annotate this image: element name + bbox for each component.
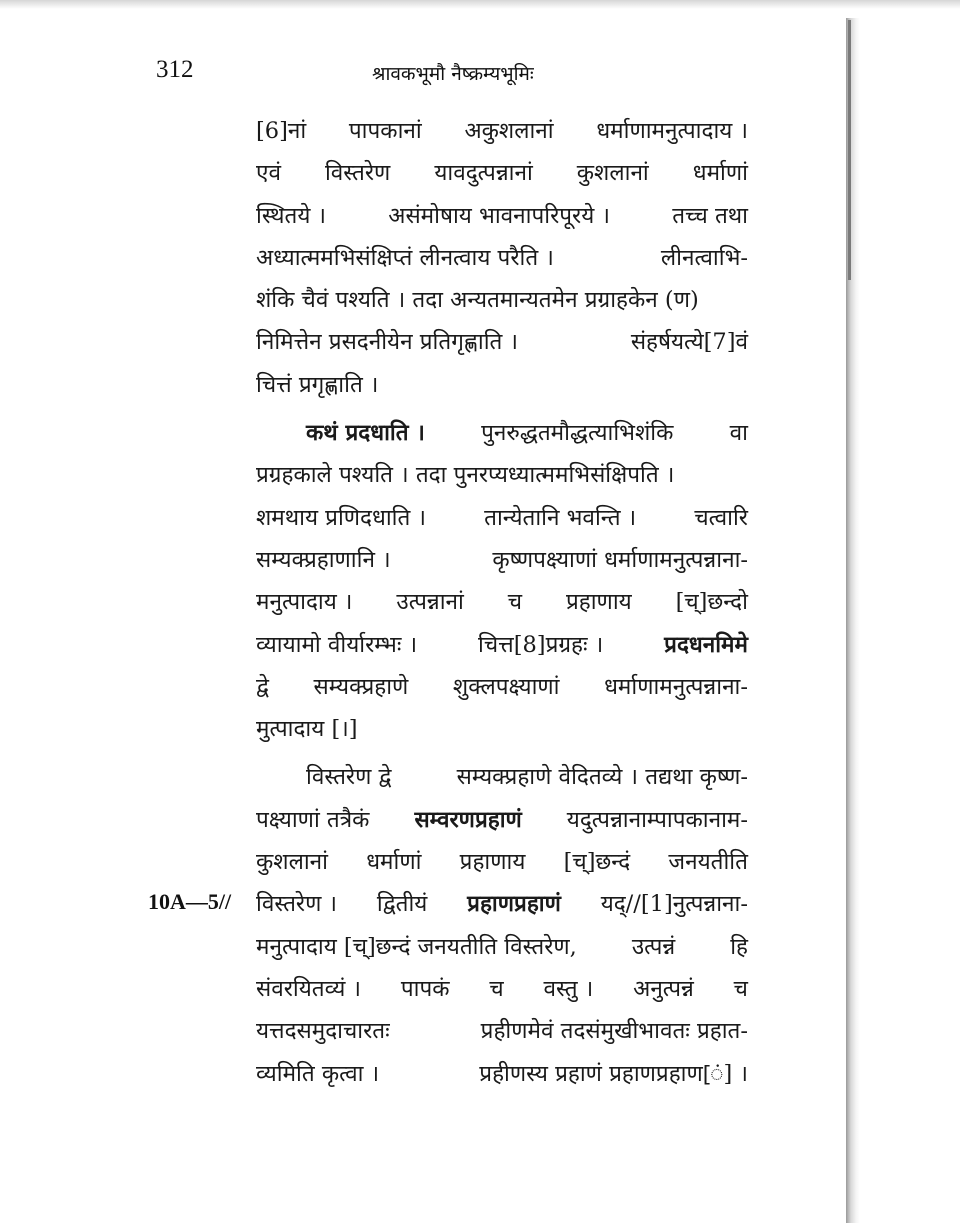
word-group: जनयतीति	[668, 849, 748, 876]
word-group: पापकं	[400, 975, 450, 1002]
word-group: यत्तदसमुदाचारतः	[256, 1018, 390, 1045]
scan-top-shadow	[0, 0, 960, 9]
word-group: च	[733, 975, 748, 1002]
word-group: वा	[729, 420, 748, 447]
word-group: धर्माणामनुत्पन्नाना-	[604, 673, 748, 700]
word-group: अनुत्पन्नं	[633, 975, 694, 1002]
word-group: उत्पन्नं	[631, 933, 676, 960]
text-line	[256, 968, 748, 1010]
page-body	[256, 110, 748, 1095]
text-line	[256, 666, 748, 708]
word-group: द्वितीयं	[376, 891, 428, 918]
text-line	[256, 1053, 748, 1095]
word-group: एवं	[256, 160, 281, 187]
margin-reference: 10A—5//	[148, 889, 232, 915]
text-line	[256, 708, 748, 750]
word-group: प्रग्रहकाले पश्यति । तदा पुनरप्यध्यात्ममभिसंक्षिपति ।	[256, 462, 675, 489]
text-line	[256, 539, 748, 581]
word-group: [6]नां	[256, 118, 307, 144]
word-group: कुशलानां	[576, 160, 649, 187]
word-group: स्थितये ।	[256, 202, 327, 229]
text-line	[256, 412, 748, 454]
text-line	[256, 756, 748, 798]
bold-term: प्रदधनमिमे	[664, 631, 748, 658]
word-group: कुशलानां	[256, 849, 328, 876]
word-group: मनुत्पादाय ।	[256, 589, 353, 616]
paragraph	[256, 756, 748, 1094]
word-group: संहर्षयत्ये[7]वं	[630, 329, 748, 356]
word-group: चित्त[8]प्रग्रहः ।	[478, 631, 604, 658]
word-group: पक्ष्याणां तत्रैकं	[256, 806, 370, 833]
word-group: धर्माणां	[692, 160, 748, 187]
word-group: शमथाय प्रणिदधाति ।	[256, 504, 427, 531]
bold-term: सम्वरणप्रहाणं	[414, 806, 522, 833]
word-group: प्रहाणाय	[459, 849, 526, 876]
word-group: यद्//[1]नुत्पन्नाना-	[600, 891, 748, 918]
word-group: व्यमिति कृत्वा ।	[256, 1060, 380, 1087]
word-group: प्रहीणस्य प्रहाणं प्रहाणप्रहाण[ं] ।	[479, 1060, 748, 1087]
word-group: अध्यात्ममभिसंक्षिप्तं लीनत्वाय परैति ।	[256, 244, 554, 271]
text-line	[256, 195, 748, 237]
running-head: श्रावकभूमौ नैष्क्रम्यभूमिः	[372, 63, 534, 85]
word-group: शुक्लपक्ष्याणां	[452, 673, 560, 700]
word-group: यदुत्पन्नानाम्पापकानाम-	[566, 806, 748, 833]
word-group: यावदुत्पन्नानां	[434, 160, 533, 187]
word-group: धर्माणां	[366, 849, 422, 876]
text-line	[256, 497, 748, 539]
text-line	[256, 926, 748, 968]
text-line	[256, 799, 748, 841]
page-number: 312	[156, 56, 194, 83]
scan-page-edge-dark	[848, 20, 851, 280]
word-group: च	[507, 589, 523, 616]
word-group: हि	[730, 933, 748, 960]
word-group: लीनत्वाभि-	[660, 244, 748, 271]
text-line	[256, 152, 748, 194]
word-group: कृष्णपक्ष्याणां धर्माणामनुत्पन्नाना-	[492, 546, 748, 573]
word-group: सम्यक्प्रहाणे वेदितव्ये । तद्यथा कृष्ण-	[456, 764, 748, 791]
text-line	[256, 454, 748, 496]
bold-term: कथं प्रदधाति ।	[306, 420, 425, 447]
paragraph	[256, 110, 748, 406]
word-group: विस्तरेण ।	[256, 891, 338, 918]
text-line	[256, 581, 748, 623]
word-group: सम्यक्प्रहाणे	[313, 673, 409, 700]
word-group: व्यायामो वीर्यारम्भः ।	[256, 631, 418, 658]
text-line	[256, 841, 748, 883]
word-group: असंमोषाय भावनापरिपूरये ।	[388, 202, 610, 229]
word-group: संवरयितव्यं ।	[256, 975, 362, 1002]
word-group: चित्तं प्रगृह्णाति ।	[256, 371, 379, 398]
text-line	[256, 279, 748, 321]
word-group: प्रहाणाय	[565, 589, 632, 616]
word-group: वस्तु ।	[543, 975, 594, 1002]
text-line	[256, 110, 748, 152]
word-group: तच्च तथा	[672, 202, 748, 229]
text-line	[256, 237, 748, 279]
text-line	[256, 624, 748, 666]
bold-term: प्रहाणप्रहाणं	[467, 891, 561, 918]
word-group: च	[489, 975, 504, 1002]
word-group: द्वे	[256, 673, 269, 700]
word-group: धर्माणामनुत्पादाय ।	[596, 118, 748, 144]
word-group: मुत्पादाय [।]	[256, 716, 358, 743]
text-line	[256, 364, 748, 406]
word-group: विस्तरेण	[324, 160, 391, 187]
word-group: [च्]छन्दं	[563, 849, 631, 876]
text-line	[256, 321, 748, 363]
word-group: अकुशलानां	[464, 118, 554, 144]
word-group: शंकि चैवं पश्यति । तदा अन्यतमान्यतमेन प्रग्राहकेन (ण)	[256, 287, 699, 314]
word-group: [च्]छन्दो	[675, 589, 748, 616]
word-group: सम्यक्प्रहाणानि ।	[256, 546, 391, 573]
word-group: विस्तरेण द्वे	[306, 764, 392, 791]
paragraph	[256, 412, 748, 750]
word-group: चत्वारि	[694, 504, 748, 531]
text-line	[256, 883, 748, 925]
text-line	[256, 1010, 748, 1052]
word-group: पापकानां	[348, 118, 422, 144]
word-group: तान्येतानि भवन्ति ।	[484, 504, 637, 531]
word-group: उत्पन्नानां	[396, 589, 464, 616]
word-group: प्रहीणमेवं तदसंमुखीभावतः प्रहात-	[480, 1018, 748, 1045]
word-group: मनुत्पादाय [च्]छन्दं जनयतीति विस्तरेण,	[256, 933, 577, 960]
word-group: पुनरुद्धतमौद्धत्याभिशंकि	[481, 420, 674, 447]
word-group: निमित्तेन प्रसदनीयेन प्रतिगृह्णाति ।	[256, 329, 519, 356]
